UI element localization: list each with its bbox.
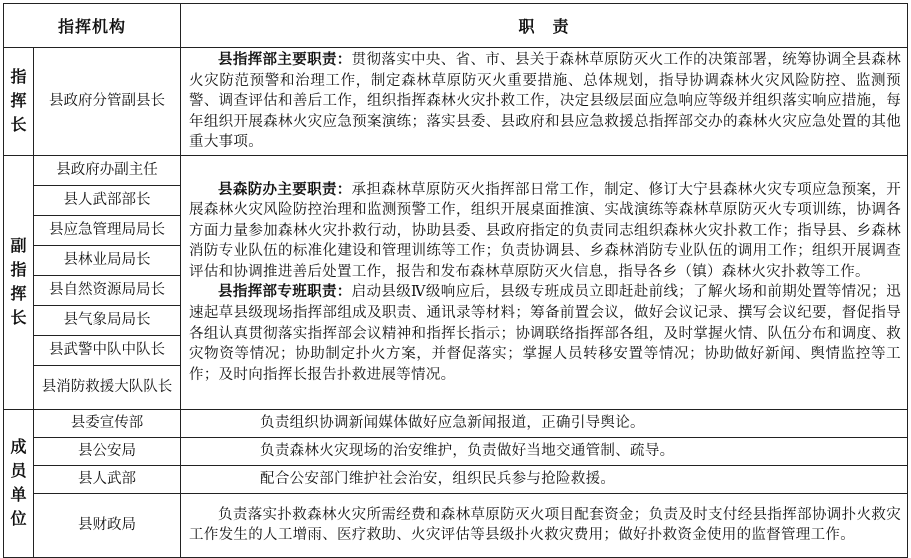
category-char: 单 — [10, 485, 27, 505]
category-char: 长 — [10, 115, 27, 135]
duty-cell — [181, 409, 908, 437]
category-char: 挥 — [10, 284, 27, 304]
deputy-row — [4, 155, 908, 185]
category-members — [4, 409, 34, 557]
duty-text: 承担森林草原防灭火指挥部日常工作，制定、修订大宁县森林火灾专项应急预案，开展森林火灾风险防控治理和监测预警工作，组织开展桌面推演、实战演练等森林草原防灭火专项训练，协调各方面力量参加森林火灾扑救行动，协助县委、县政府指定的负责同志组织森林火灾扑救工作；指导县、乡森林消防专业队伍的标准化建设和管理训练等工作；负责协调县、乡森林消防专业队伍的调用工作；组织开展调查评估和协调推进善后处置工作，报告和发布森林草原防灭火信息，指导各乡（镇）森林火灾扑救等工作。 — [189, 181, 901, 280]
duty-cell — [181, 465, 908, 493]
org-cell: 县消防救援大队队长 — [34, 365, 181, 409]
member-row — [4, 437, 908, 465]
category-char: 指 — [10, 67, 27, 87]
duty-text: 负责组织协调新闻媒体做好应急新闻报道，正确引导舆论。 — [260, 415, 645, 432]
org-cell: 县应急管理局局长 — [34, 215, 181, 245]
duty-column-header: 职 责 — [181, 4, 908, 48]
member-row — [4, 493, 908, 557]
org-cell: 县财政局 — [34, 493, 181, 557]
duty-text: 贯彻落实中央、省、市、县关于森林草原防灭火工作的决策部署，统筹协调全县森林火灾防范预警和治理工作，制定森林草原防灭火重要措施、总体规划，指导协调森林火灾风险防控、监测预警、调查评估和善后工作，组织指挥森林火灾扑救工作，决定县级层面应急响应等级并组织落实响应措施，每年组织开展森林火灾应急预案演练；落实县委、县政府和县应急救援总指挥部交办的森林火灾应急处置的其他重大事项。 — [189, 52, 901, 151]
category-char: 指 — [10, 260, 27, 280]
member-row — [4, 465, 908, 493]
duty-title: 县指挥部主要职责： — [218, 51, 352, 68]
category-commander — [4, 48, 34, 156]
category-deputy — [4, 155, 34, 409]
duty-text: 配合公安部门维护社会治安，组织民兵参与抢险救援。 — [260, 471, 616, 488]
member-row — [4, 409, 908, 437]
org-cell: 县委宣传部 — [34, 409, 181, 437]
org-cell: 县人武部部长 — [34, 185, 181, 215]
org-cell: 县自然资源局局长 — [34, 275, 181, 305]
org-cell: 县人武部 — [34, 465, 181, 493]
duty-text: 负责落实扑救森林火灾所需经费和森林草原防灭火项目配套资金；负责及时支付经县指挥部协调扑火救灾工作发生的人工增雨、医疗救助、火灾评估等县级扑火救灾费用；做好扑救资金使用的监督管理工作。 — [189, 506, 901, 544]
table-header — [4, 4, 908, 48]
duty-cell — [181, 155, 908, 409]
duty-title: 县指挥部专班职责： — [218, 283, 352, 301]
category-char: 位 — [10, 509, 27, 529]
duty-title: 县森防办主要职责： — [218, 180, 352, 198]
duty-text: 启动县级Ⅳ级响应后，县级专班成员立即赶赴前线；了解火场和前期处置等情况；迅速起草县级现场指挥部组成及职责、通讯录等材料；筹备前置会议，做好会议记录、撰写会议纪要，督促指导各组认真贯彻落实指挥部会议精神和指挥长指示；协调联络指挥部各组，及时掌握火情、队伍分布和调度、救灾物资等情况；协助制定扑火方案，并督促落实；掌握人员转移安置等情况；协助做好新闻、舆情监控等工作；及时向指挥长报告扑救进展等情况。 — [189, 284, 901, 383]
duty-cell — [181, 437, 908, 465]
org-column-header: 指挥机构 — [4, 4, 181, 48]
duty-cell — [181, 48, 908, 156]
duty-table — [3, 3, 908, 558]
duty-cell — [181, 493, 908, 557]
category-char: 员 — [10, 461, 27, 481]
org-cell: 县政府分管副县长 — [34, 48, 181, 156]
org-cell: 县政府办副主任 — [34, 155, 181, 185]
category-char: 挥 — [10, 91, 27, 111]
category-char: 长 — [10, 308, 27, 328]
org-cell: 县气象局局长 — [34, 305, 181, 335]
commander-row — [4, 48, 908, 156]
org-cell: 县公安局 — [34, 437, 181, 465]
category-char: 成 — [10, 437, 27, 457]
org-cell: 县林业局局长 — [34, 245, 181, 275]
org-cell: 县武警中队中队长 — [34, 335, 181, 365]
category-char: 副 — [10, 236, 27, 256]
duty-text: 负责森林火灾现场的治安维护，负责做好当地交通管制、疏导。 — [260, 443, 675, 460]
